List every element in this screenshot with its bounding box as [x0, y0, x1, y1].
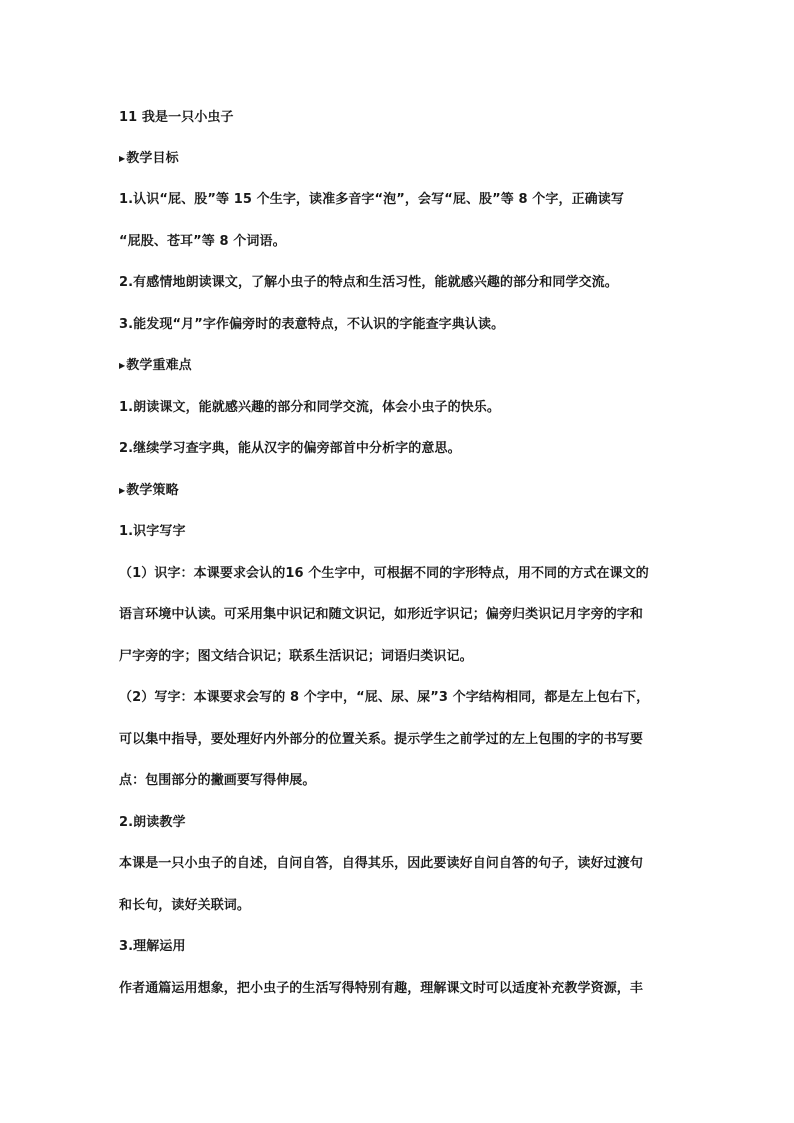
subsection-title: 3.理解运用 [119, 939, 186, 954]
triangle-bullet-icon: ▶ [119, 361, 126, 370]
section-heading-strategy [119, 482, 689, 500]
difficulty-line: 1.朗读课文，能就感兴趣的部分和同学交流，体会小虫子的快乐。 [119, 400, 500, 415]
page-title: 11 我是一只小虫子 [119, 110, 234, 125]
paragraph-line: 本课是一只小虫子的自述，自问自答，自得其乐，因此要读好自问自答的句子，读好过渡句 [119, 856, 644, 871]
goal-line: 1.认识“屁、股”等 15 个生字，读准多音字“泡”，会写“屁、股”等 8 个字，正确读写 [119, 192, 624, 207]
paragraph-line: 可以集中指导，要处理好内外部分的位置关系。提示学生之前学过的左上包围的字的书写要 [119, 732, 644, 747]
section-heading-difficulties [119, 357, 689, 375]
section-heading-goals [119, 150, 689, 168]
goal-line: 2.有感情地朗读课文，了解小虫子的特点和生活习性，能就感兴趣的部分和同学交流。 [119, 275, 618, 290]
paragraph-line: 尸字旁的字；图文结合识记；联系生活识记；词语归类识记。 [119, 649, 473, 664]
paragraph-line: （2）写字：本课要求会写的 8 个字中，“屁、尿、屎”3 个字结构相同，都是左上包右下， [119, 690, 650, 705]
paragraph-line: 和长句，读好关联词。 [119, 898, 251, 913]
section-heading-text: 教学目标 [126, 151, 179, 166]
paragraph-line: 作者通篇运用想象，把小虫子的生活写得特别有趣，理解课文时可以适度补充教学资源，丰 [119, 981, 644, 996]
section-heading-text: 教学重难点 [126, 358, 192, 373]
triangle-bullet-icon: ▶ [119, 486, 126, 495]
triangle-bullet-icon: ▶ [119, 154, 126, 163]
paragraph-line: 语言环境中认读。可采用集中识记和随文识记，如形近字识记；偏旁归类识记月字旁的字和 [119, 607, 644, 622]
difficulty-line: 2.继续学习查字典，能从汉字的偏旁部首中分析字的意思。 [119, 441, 461, 456]
subsection-title: 1.识字写字 [119, 524, 186, 539]
goal-line: 3.能发现“月”字作偏旁时的表意特点，不认识的字能查字典认读。 [119, 317, 505, 332]
subsection-title: 2.朗读教学 [119, 815, 186, 830]
goal-line: “屁股、苍耳”等 8 个词语。 [119, 234, 286, 249]
paragraph-line: （1）识字：本课要求会认的16 个生字中，可根据不同的字形特点，用不同的方式在课文的 [119, 566, 649, 581]
section-heading-text: 教学策略 [126, 483, 179, 498]
paragraph-line: 点：包围部分的撇画要写得伸展。 [119, 773, 316, 788]
